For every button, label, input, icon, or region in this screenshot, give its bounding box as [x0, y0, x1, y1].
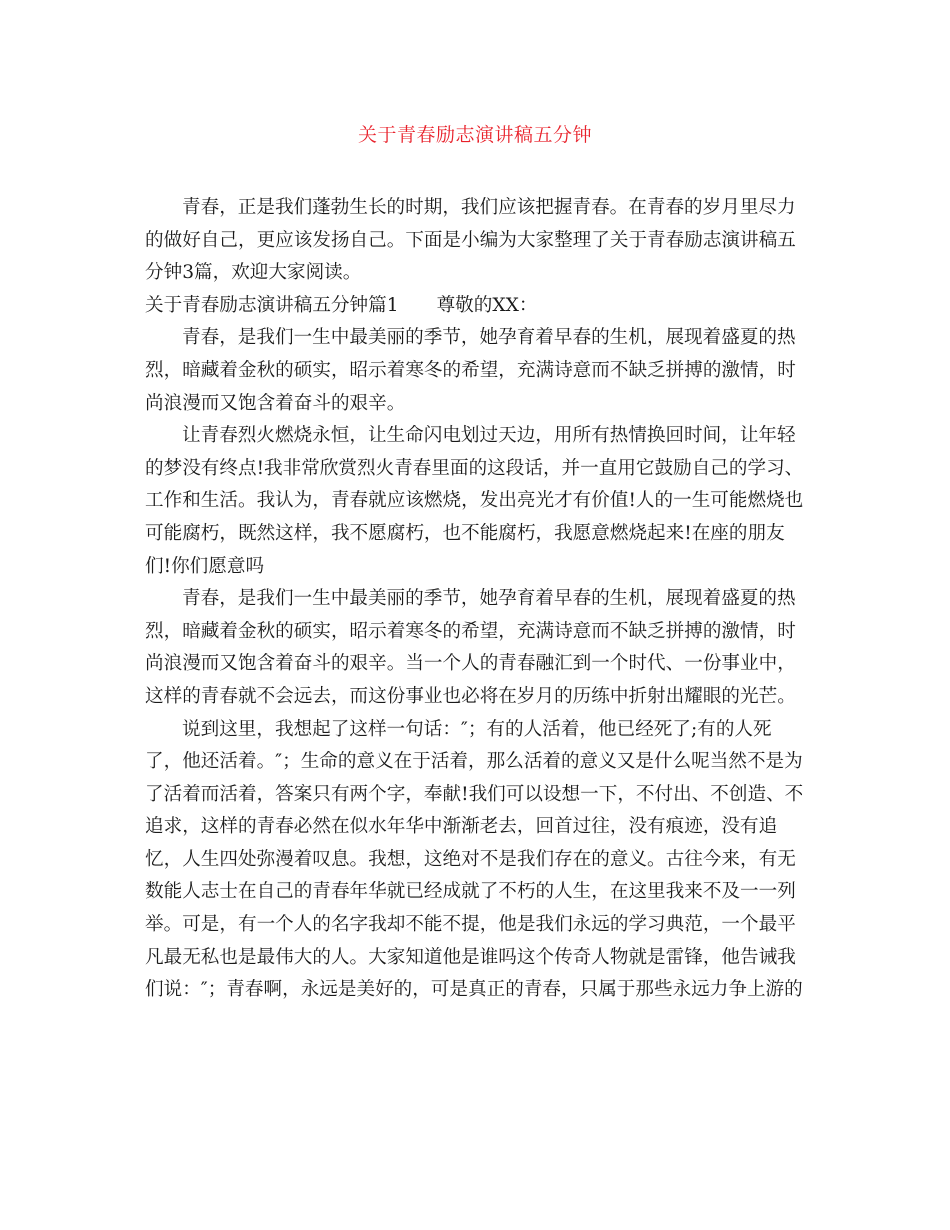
- paragraph-line: 烈，暗藏着金秋的硕实，昭示着寒冬的希望，充满诗意而不缺乏拼搏的激情，时: [145, 359, 796, 381]
- paragraph-line: 凡最无私也是最伟大的人。大家知道他是谁吗这个传奇人物就是雷锋，他告诫我: [145, 946, 796, 968]
- paragraph-line: 们!你们愿意吗: [145, 555, 265, 577]
- paragraph-line: 让青春烈火燃烧永恒，让生命闪电划过天边，用所有热情换回时间，让年轻: [182, 425, 796, 447]
- paragraph-line: 们说：″；青春啊，永远是美好的，可是真正的青春，只属于那些永远力争上游的: [145, 979, 803, 1001]
- paragraph-line: 尚浪漫而又饱含着奋斗的艰辛。当一个人的青春融汇到一个时代、一份事业中，: [145, 653, 796, 675]
- paragraph-line: 追求，这样的青春必然在似水年华中渐渐老去，回首过往，没有痕迹，没有追: [145, 816, 778, 838]
- document-title: 关于青春励志演讲稿五分钟: [357, 124, 592, 146]
- section-heading: 关于青春励志演讲稿五分钟篇1: [145, 294, 399, 316]
- paragraph-line: 举。可是，有一个人的名字我却不能不提，他是我们永远的学习典范，一个最平: [145, 914, 796, 936]
- paragraph-line: 青春，是我们一生中最美丽的季节，她孕育着早春的生机，展现着盛夏的热: [182, 327, 796, 349]
- salutation: 尊敬的XX：: [436, 294, 538, 316]
- paragraph-line: 了，他还活着。″；生命的意义在于活着，那么活着的意义又是什么呢当然不是为: [145, 751, 803, 773]
- paragraph-line: 分钟3篇，欢迎大家阅读。: [145, 262, 362, 284]
- document-body: [145, 192, 817, 1007]
- paragraph-line: 的梦没有终点!我非常欣赏烈火青春里面的这段话，并一直用它鼓励自己的学习、: [145, 457, 804, 479]
- paragraph-line: 这样的青春就不会远去，而这份事业也必将在岁月的历练中折射出耀眼的光芒。: [145, 685, 796, 707]
- paragraph-line: 青春，是我们一生中最美丽的季节，她孕育着早春的生机，展现着盛夏的热: [182, 588, 796, 610]
- paragraph-line: 青春，正是我们蓬勃生长的时期，我们应该把握青春。在青春的岁月里尽力: [182, 197, 796, 218]
- paragraph-line: 可能腐朽，既然这样，我不愿腐朽，也不能腐朽，我愿意燃烧起来!在座的朋友: [145, 522, 785, 544]
- paragraph-line: 了活着而活着，答案只有两个字，奉献!我们可以设想一下，不付出、不创造、不: [145, 783, 804, 805]
- paragraph-line: 忆，人生四处弥漫着叹息。我想，这绝对不是我们存在的意义。古往今来，有无: [145, 848, 796, 870]
- paragraph-line: 的做好自己，更应该发扬自己。下面是小编为大家整理了关于青春励志演讲稿五: [145, 229, 796, 251]
- paragraph-line: 尚浪漫而又饱含着奋斗的艰辛。: [145, 392, 406, 414]
- paragraph-line: 说到这里，我想起了这样一句话：″；有的人活着，他已经死了;有的人死: [182, 718, 772, 740]
- paragraph-line: 烈，暗藏着金秋的硕实，昭示着寒冬的希望，充满诗意而不缺乏拼搏的激情，时: [145, 620, 796, 642]
- paragraph-line: 工作和生活。我认为，青春就应该燃烧，发出亮光才有价值!人的一生可能燃烧也: [145, 490, 804, 512]
- paragraph-line: 数能人志士在自己的青春年华就已经成就了不朽的人生，在这里我来不及一一列: [145, 881, 796, 903]
- section-heading-line: [145, 290, 817, 323]
